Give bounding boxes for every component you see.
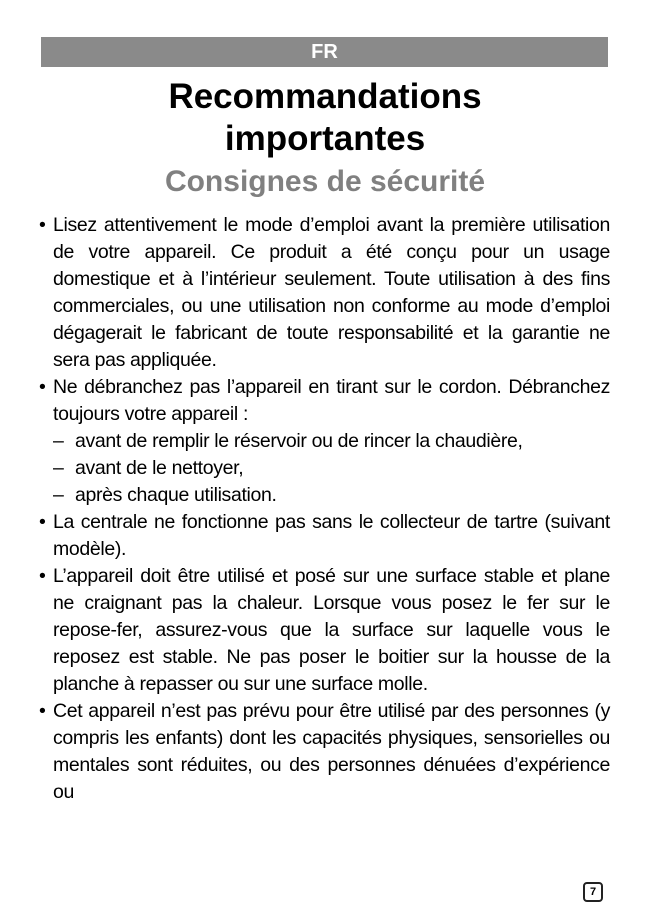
- sub-list-item: [35, 428, 610, 455]
- dash-marker: –: [53, 484, 64, 506]
- list-item: [35, 509, 610, 563]
- sub-list-item: [35, 455, 610, 482]
- safety-instructions-list: [35, 212, 610, 806]
- list-item: [35, 212, 610, 374]
- sub-item-text: avant de remplir le réservoir ou de rincer la chaudière,: [75, 430, 523, 452]
- bullet-marker: •: [39, 511, 46, 533]
- list-item: [35, 698, 610, 806]
- dash-marker: –: [53, 457, 64, 479]
- bullet-marker: •: [39, 700, 46, 722]
- bullet-marker: •: [39, 565, 46, 587]
- list-item-text: L’appareil doit être utilisé et posé sur une surface stable et plane ne craignant pas la chaleur. Lorsque vous posez le fer sur le repose-fer, assurez-vous que la surface sur laquelle vous le reposez est stable. Ne pas poser le boitier sur la housse de la planche à repasser ou sur une surface molle.: [53, 565, 610, 695]
- sub-list-item: [35, 482, 610, 509]
- title-line-1: Recommandations: [168, 77, 482, 116]
- list-item: [35, 563, 610, 698]
- language-label: FR: [311, 41, 338, 63]
- list-item-text: La centrale ne fonctionne pas sans le collecteur de tartre (suivant modèle).: [53, 511, 610, 560]
- list-item-text: Ne débranchez pas l’appareil en tirant sur le cordon. Débranchez toujours votre appareil :: [53, 376, 610, 425]
- page-number: 7: [583, 882, 603, 902]
- sub-item-text: avant de le nettoyer,: [75, 457, 244, 479]
- bullet-marker: •: [39, 214, 46, 236]
- sub-item-text: après chaque utilisation.: [75, 484, 277, 506]
- bullet-marker: •: [39, 376, 46, 398]
- section-subtitle: Consignes de sécurité: [164, 165, 486, 198]
- page-title: [0, 76, 650, 160]
- dash-marker: –: [53, 430, 64, 452]
- language-header-bar: [41, 37, 608, 67]
- list-item-text: Cet appareil n’est pas prévu pour être utilisé par des personnes (y compris les enfants) dont les capacités physiques, sensorielles ou mentales sont réduites, ou des personnes dénuées d’expérience ou: [53, 700, 610, 803]
- list-item: [35, 374, 610, 428]
- list-item-text: Lisez attentivement le mode d’emploi avant la première utilisation de votre appareil. Ce produit a été conçu pour un usage domestique et à l’intérieur seulement. Toute utilisation à des fins commerciales, ou une utilisation non conforme au mode d’emploi dégagerait le fabricant de toute responsabilité et la garantie ne sera pas appliquée.: [53, 214, 610, 371]
- title-line-2: importantes: [224, 119, 426, 158]
